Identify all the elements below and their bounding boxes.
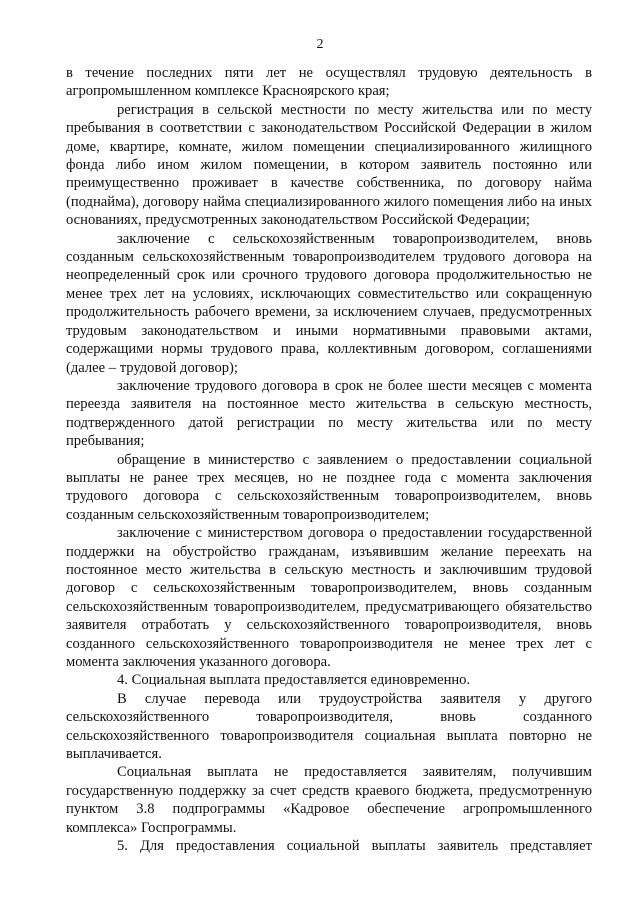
paragraph-continuation: в течение последних пяти лет не осуществлял трудовую деятельность в агропромышленном комплексе Красноярского края; <box>66 65 592 100</box>
paragraph-labor-contract: заключение с сельскохозяйственным товаропроизводителем, вновь созданным сельскохозяйственным товаропроизводителем трудового договора на неопределенный срок или срочного трудового договора продолжительностью не менее трех лет на условиях, исключающих совместительство или сокращенную продолжительность рабочего времени, за исключением случаев, предусмотренных трудовым законодательством и иными нормативными правовыми актами, содержащими нормы трудового права, коллективным договором, соглашениями (далее – трудовой договор); <box>66 230 592 376</box>
paragraph-item-5: 5. Для предоставления социальной выплаты заявитель представляет <box>117 838 592 855</box>
paragraph-exclusion: Социальная выплата не предоставляется заявителям, получившим государственную поддержку за счет средств краевого бюджета, предусмотренную пунктом 3.8 подпрограммы «Кадровое обеспечение агропромышленного комплекса» Госпрограммы. <box>66 764 592 836</box>
paragraph-item-4: 4. Социальная выплата предоставляется единовременно. <box>117 672 471 689</box>
paragraph-registration: регистрация в сельской местности по месту жительства или по месту пребывания в соответствии с законодательством Российской Федерации в жилом доме, квартире, комнате, жилом помещении специализированного жилищного фонда либо ином жилом помещении, в котором заявитель постоянно или преимущественно проживает в качестве собственника, по договору найма (поднайма), договору найма специализированного жилого помещения либо на иных основаниях, предусмотренных законодательством Российской Федерации; <box>66 101 592 229</box>
paragraph-application: обращение в министерство с заявлением о предоставлении социальной выплаты не ранее трех месяцев, но не позднее года с момента заключения трудового договора с сельскохозяйственным товаропроизводителем, вновь созданным сельскохозяйственным товаропроизводителем; <box>66 451 592 523</box>
page-number: 2 <box>316 37 324 52</box>
paragraph-ministry-agreement: заключение с министерством договора о предоставлении государственной поддержки на обустройство гражданам, изъявившим желание переехать на постоянное место жительства в сельскую местность и заключившим трудовой договор с сельскохозяйственным товаропроизводителем, вновь созданным сельскохозяйственным товаропроизводителем, предусматривающего обязательство заявителя отработать у сельскохозяйственного товаропроизводителя, вновь созданного сельскохозяйственного товаропроизводителя не менее трех лет с момента заключения указанного договора. <box>66 525 592 670</box>
paragraph-transfer: В случае перевода или трудоустройства заявителя у другого сельскохозяйственного товаропроизводителя, вновь созданного сельскохозяйственного товаропроизводителя социальная выплата повторно не выплачивается. <box>66 690 592 763</box>
paragraph-contract-deadline: заключение трудового договора в срок не более шести месяцев с момента переезда заявителя на постоянное место жительства в сельскую местность, подтвержденного датой регистрации по месту жительства или по месту пребывания; <box>66 377 592 450</box>
document-body <box>66 64 592 855</box>
